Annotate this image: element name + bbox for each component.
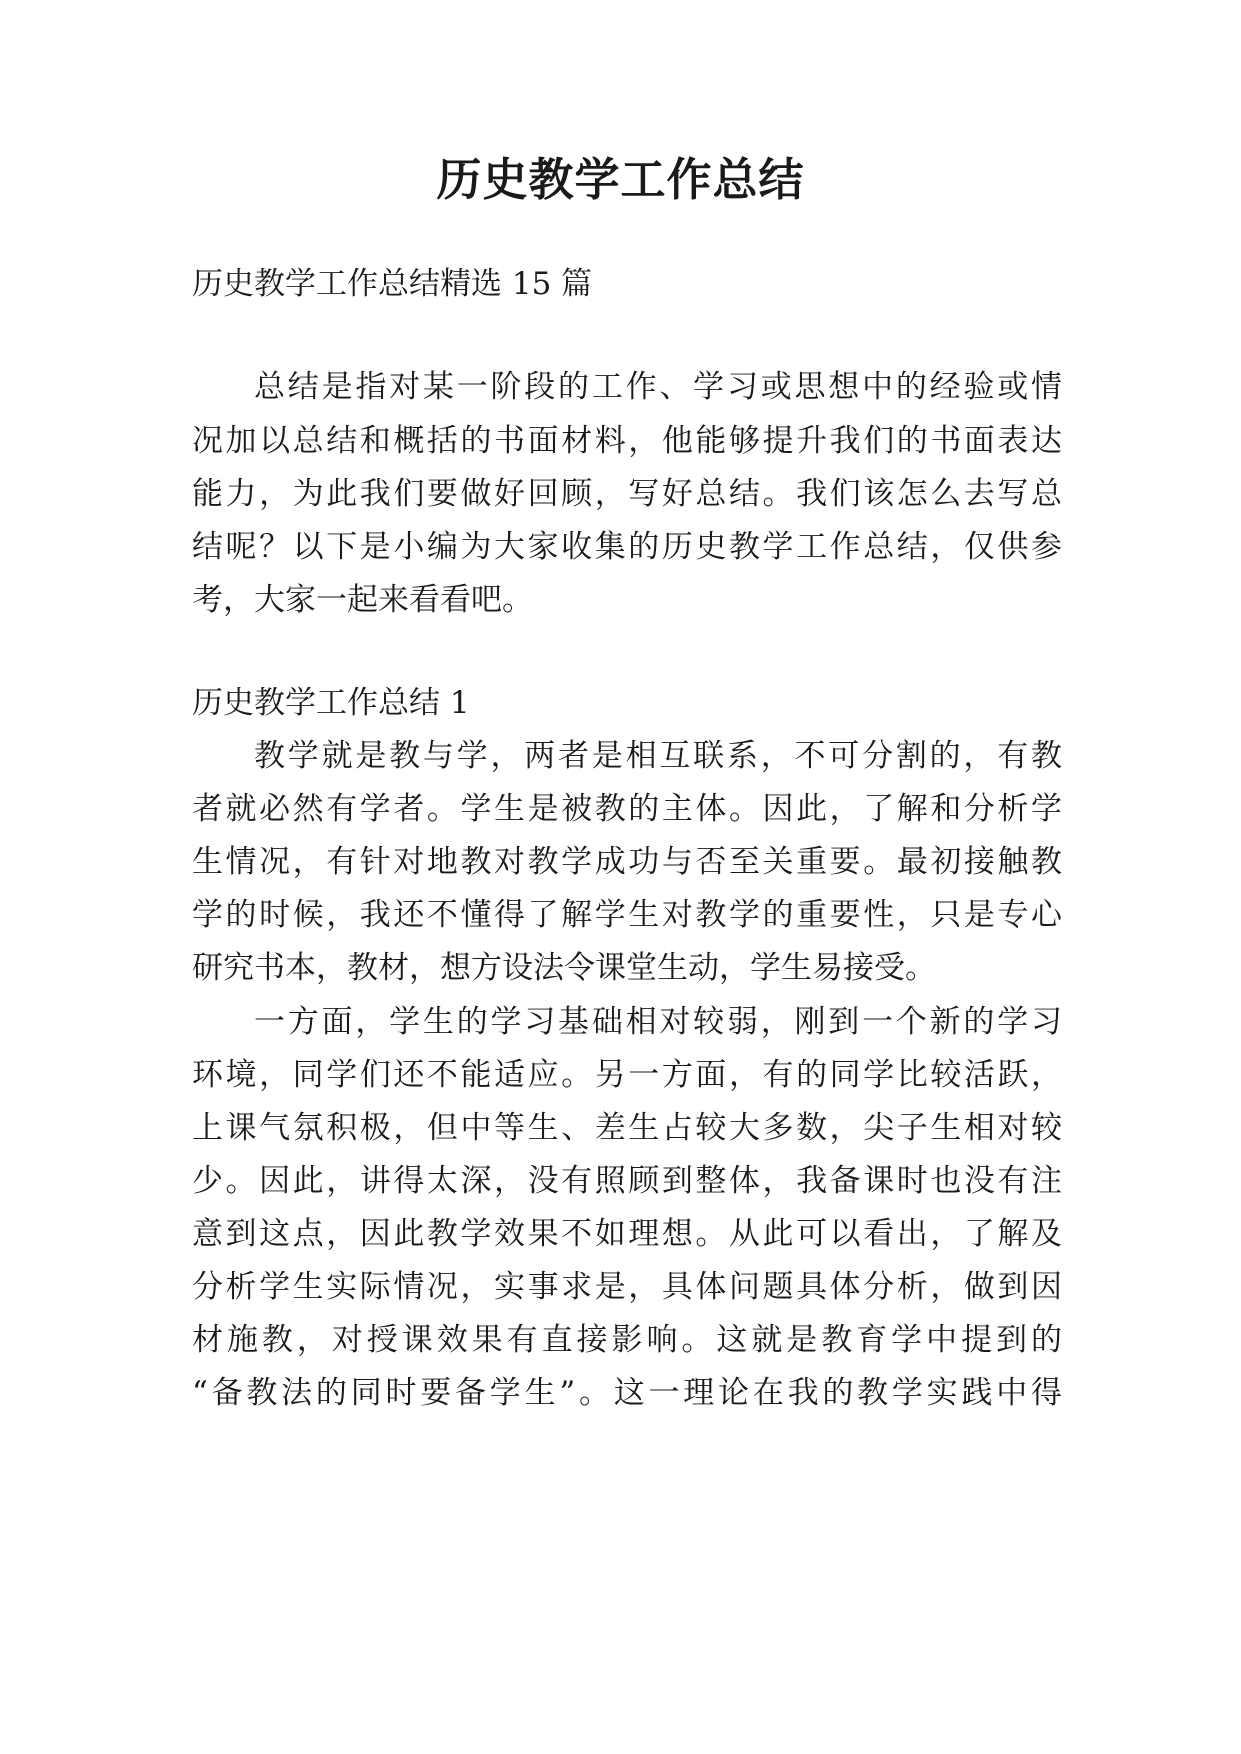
paragraph-line: 一方面，学生的学习基础相对较弱，刚到一个新的学习	[254, 1004, 1062, 1040]
section-heading: 历史教学工作总结 1	[192, 685, 470, 721]
intro-line: 能力，为此我们要做好回顾，写好总结。我们该怎么去写总	[192, 476, 1062, 512]
intro-line: 考，大家一起来看看吧。	[192, 582, 533, 618]
paragraph-line: 意到这点，因此教学效果不如理想。从此可以看出，了解及	[192, 1216, 1062, 1252]
paragraph-line: “备教法的同时要备学生”。这一理论在我的教学实践中得	[192, 1375, 1062, 1411]
document-subtitle: 历史教学工作总结精选 15 篇	[192, 266, 593, 302]
paragraph-line: 教学就是教与学，两者是相互联系，不可分割的，有教	[254, 738, 1062, 774]
paragraph-line: 材施教，对授课效果有直接影响。这就是教育学中提到的	[192, 1322, 1062, 1358]
intro-line: 况加以总结和概括的书面材料，他能够提升我们的书面表达	[192, 423, 1062, 459]
paragraph-line: 环境，同学们还不能适应。另一方面，有的同学比较活跃，	[192, 1057, 1062, 1093]
paragraph-line: 生情况，有针对地教对教学成功与否至关重要。最初接触教	[192, 844, 1062, 880]
paragraph-line: 学的时候，我还不懂得了解学生对教学的重要性，只是专心	[192, 897, 1062, 933]
document-title: 历史教学工作总结	[436, 153, 805, 206]
paragraph-line: 少。因此，讲得太深，没有照顾到整体，我备课时也没有注	[192, 1163, 1062, 1199]
paragraph-line: 者就必然有学者。学生是被教的主体。因此，了解和分析学	[192, 791, 1062, 827]
paragraph-line: 研究书本，教材，想方设法令课堂生动，学生易接受。	[192, 950, 936, 986]
intro-line: 总结是指对某一阶段的工作、学习或思想中的经验或情	[254, 369, 1062, 405]
intro-line: 结呢？以下是小编为大家收集的历史教学工作总结，仅供参	[192, 529, 1062, 565]
paragraph-line: 上课气氛积极，但中等生、差生占较大多数，尖子生相对较	[192, 1110, 1062, 1146]
paragraph-line: 分析学生实际情况，实事求是，具体问题具体分析，做到因	[192, 1269, 1062, 1305]
